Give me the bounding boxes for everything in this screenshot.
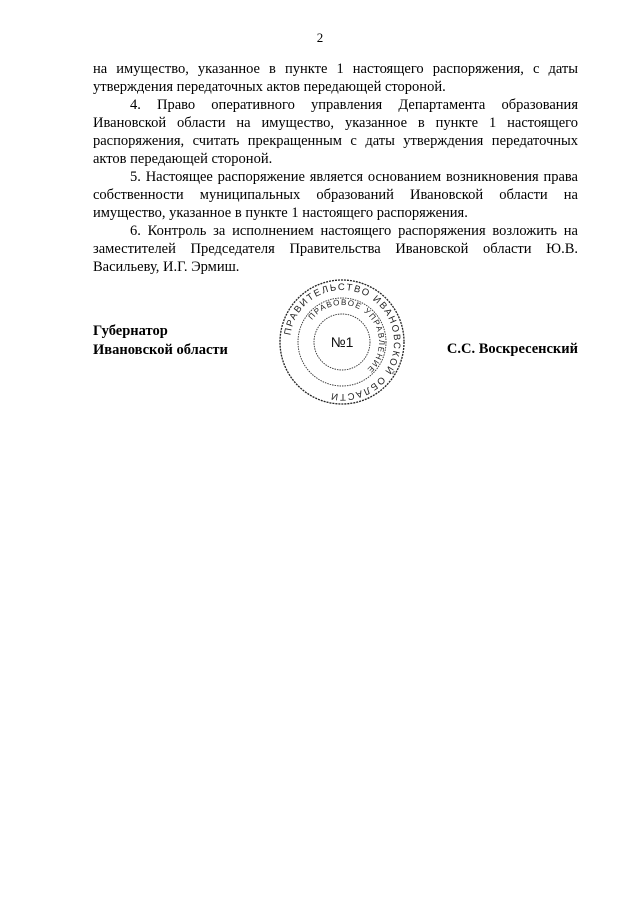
page-number: 2 (316, 30, 324, 45)
paragraph-6: 6. Контроль за исполнением настоящего распоряжения возложить на заместителей Председателя Правительства Ивановской области Ю.В. Васильеву, И.Г. Эрмиш. (93, 223, 578, 275)
signatory-title-line1: Губернатор (93, 323, 168, 339)
signatory-title-line2: Ивановской области (93, 342, 228, 358)
paragraph-4: 4. Право оперативного управления Департамента образования Ивановской области на имущество, указанное в пункте 1 настоящего распоряжения, считать прекращенным с даты утверждения передаточных актов передающей стороной. (93, 97, 578, 167)
paragraph-5: 5. Настоящее распоряжение является основанием возникновения права собственности муниципальных образований Ивановской области на имущество, указанное в пункте 1 настоящего распоряжения. (93, 169, 578, 221)
seal-outer-text: ПРАВИТЕЛЬСТВО ИВАНОВСКОЙ ОБЛАСТИ (282, 281, 403, 403)
paragraph-continuation: на имущество, указанное в пункте 1 настоящего распоряжения, с даты утверждения передаточных актов передающей стороной. (93, 61, 578, 95)
seal-number: №1 (330, 334, 354, 350)
signatory-title (93, 322, 228, 360)
document-body (93, 60, 578, 276)
seal-inner-text: ПРАВОВОЕ УПРАВЛЕНИЕ (306, 297, 387, 375)
official-seal-stamp (277, 277, 407, 407)
signatory-name: С.С. Воскресенский (446, 341, 578, 357)
